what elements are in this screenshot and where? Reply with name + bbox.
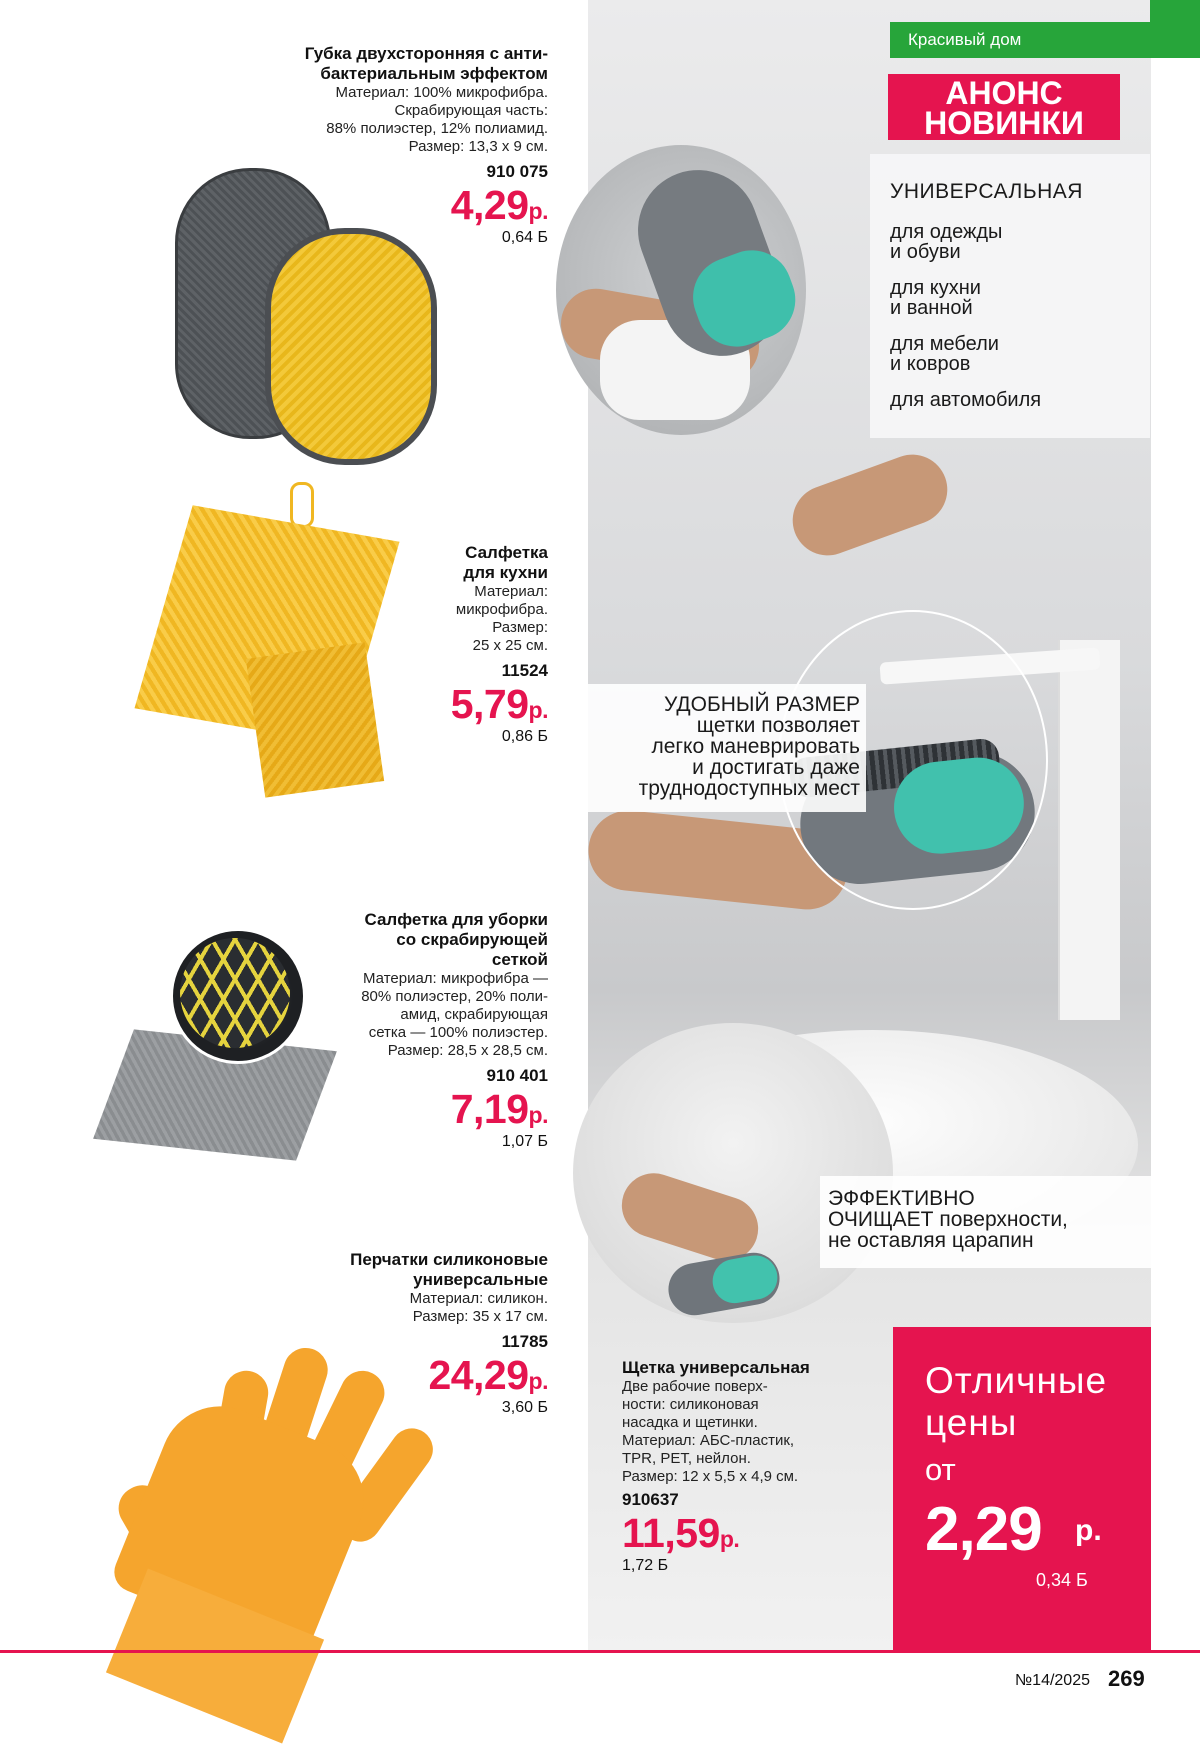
sponge-image	[265, 228, 437, 465]
promo-points: 0,34 Б	[1036, 1570, 1088, 1590]
mesh-closeup-image	[180, 938, 290, 1048]
product-code: 11524	[501, 661, 548, 680]
faucet-image	[1058, 640, 1120, 1020]
category-tab: Красивый дом	[890, 22, 1150, 58]
product-kitchen-cloth	[330, 543, 548, 746]
product-mesh-cloth	[290, 910, 548, 1151]
features-title: УНИВЕРСАЛЬНАЯ	[890, 180, 1083, 203]
promo-price: 2,29	[925, 1495, 1042, 1564]
product-price: 11,59р.	[622, 1510, 740, 1556]
product-price: 7,19р.	[450, 1086, 548, 1132]
product-points: 1,07 Б	[501, 1133, 548, 1150]
product-description: Материал: микрофибра — 80% полиэстер, 20% поли- амид, скрабирующая сетка — 100% полиэстер. Размер: 28,5 х 28,5 см.	[361, 970, 548, 1059]
feature-item: для одежды и обуви	[890, 221, 1003, 263]
product-description: Две рабочие поверх- ности: силиконовая насадка и щетинки. Материал: АБС-пластик, TPR, PET, нейлон. Размер: 12 х 5,5 х 4,9 см.	[622, 1378, 799, 1485]
product-title: Щетка универсальная	[622, 1358, 810, 1377]
product-code: 910 075	[486, 162, 548, 181]
product-code: 910 401	[486, 1066, 548, 1085]
promo-line: Отличные	[925, 1360, 1108, 1401]
product-code: 11785	[501, 1332, 548, 1351]
product-price: 5,79р.	[450, 681, 548, 727]
promo-currency: р.	[1075, 1514, 1102, 1547]
clean-callout: ЭФФЕКТИВНО ОЧИЩАЕТ поверхности, не оставляя царапин	[828, 1187, 1068, 1252]
product-points: 3,60 Б	[501, 1399, 548, 1416]
promo-line: цены	[925, 1402, 1018, 1443]
product-title: Губка двухсторонняя с анти- бактериальным эффектом	[304, 44, 548, 83]
product-gloves	[290, 1250, 548, 1417]
product-points: 1,72 Б	[622, 1557, 669, 1574]
announce-line: АНОНС	[945, 75, 1063, 111]
product-description: Материал: силикон. Размер: 35 х 17 см.	[409, 1290, 548, 1325]
feature-item: для автомобиля	[890, 389, 1042, 411]
product-description: Материал: 100% микрофибра. Скрабирующая часть: 88% полиэстер, 12% полиамид. Размер: 13,3 х 9 см.	[326, 84, 548, 155]
announce-badge	[888, 74, 1120, 140]
announce-line: НОВИНКИ	[924, 105, 1084, 141]
product-points: 0,64 Б	[501, 229, 548, 246]
product-title: Перчатки силиконовые универсальные	[350, 1250, 548, 1289]
product-sponge	[230, 44, 548, 247]
cloth-loop-image	[290, 482, 314, 528]
product-points: 0,86 Б	[501, 728, 548, 745]
feature-item: для кухни и ванной	[890, 277, 981, 319]
feature-item: для мебели и ковров	[890, 333, 999, 375]
page-number: 269	[1108, 1666, 1145, 1691]
product-title: Салфетка для уборки со скрабирующей сеткой	[364, 910, 548, 969]
product-code: 910637	[622, 1490, 679, 1509]
product-price: 4,29р.	[450, 182, 548, 228]
issue-number: №14/2025	[1015, 1672, 1090, 1689]
product-title: Салфетка для кухни	[463, 543, 548, 582]
size-callout: УДОБНЫЙ РАЗМЕР щетки позволяет легко маневрировать и достигать даже труднодоступных мест	[638, 693, 860, 800]
product-description: Материал: микрофибра. Размер: 25 х 25 см.	[455, 583, 548, 654]
product-brush	[622, 1358, 882, 1575]
product-price: 24,29р.	[428, 1352, 548, 1398]
promo-from: от	[925, 1452, 956, 1487]
green-edge-strip	[1150, 0, 1200, 58]
footer-divider	[0, 1650, 1200, 1653]
